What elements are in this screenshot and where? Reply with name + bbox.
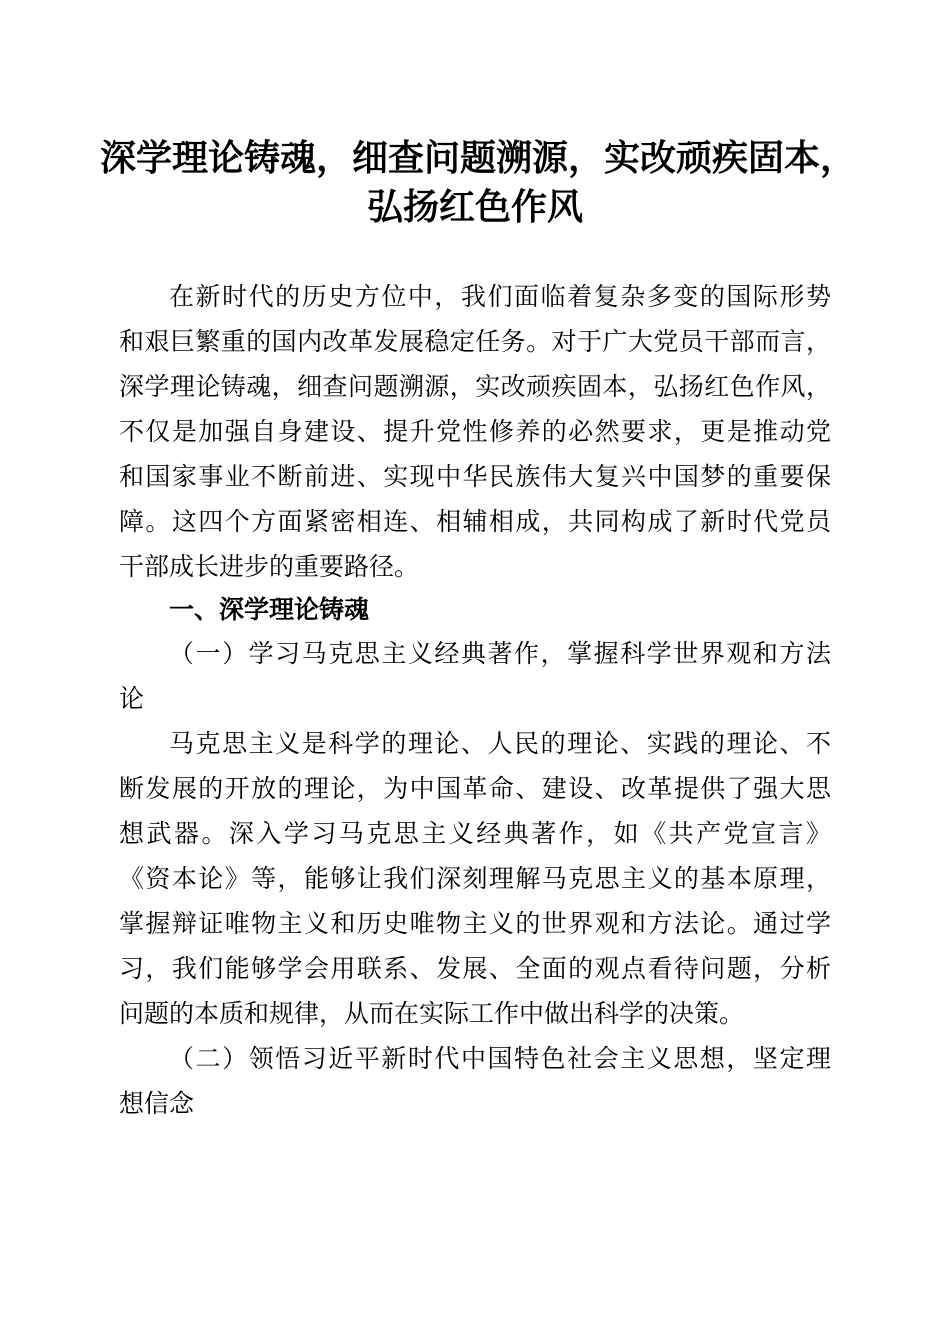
- intro-line-2: 和艰巨繁重的国内改革发展稳定任务。对于广大党员干部而言，: [119, 327, 831, 356]
- intro-line-1: 在新时代的历史方位中，我们面临着复杂多变的国际形势: [169, 282, 831, 311]
- subsection-2-heading-line-2: 想信念: [119, 1089, 195, 1118]
- sub1-body-line-3: 想武器。深入学习马克思主义经典著作，如《共产党宣言》: [119, 819, 831, 848]
- sub1-body-line-4: 《资本论》等，能够让我们深刻理解马克思主义的基本原理，: [119, 864, 831, 893]
- sub1-body-line-5: 掌握辩证唯物主义和历史唯物主义的世界观和方法论。通过学: [119, 909, 831, 938]
- document-title-line-1: 深学理论铸魂，细查问题溯源，实改顽疾固本，: [100, 137, 857, 179]
- intro-line-4: 不仅是加强自身建设、提升党性修养的必然要求，更是推动党: [119, 417, 831, 446]
- subsection-1-heading-line-2: 论: [119, 684, 145, 713]
- intro-line-7: 干部成长进步的重要路径。: [119, 552, 420, 581]
- sub1-body-line-6: 习，我们能够学会用联系、发展、全面的观点看待问题，分析: [119, 954, 831, 983]
- subsection-2-heading-line-1: （二）领悟习近平新时代中国特色社会主义思想，坚定理: [169, 1044, 831, 1073]
- document-title-line-2: 弘扬红色作风: [366, 186, 583, 228]
- sub1-body-line-1: 马克思主义是科学的理论、人民的理论、实践的理论、不: [169, 729, 831, 758]
- intro-line-3: 深学理论铸魂，细查问题溯源，实改顽疾固本，弘扬红色作风，: [119, 372, 831, 401]
- subsection-1-heading-line-1: （一）学习马克思主义经典著作，掌握科学世界观和方法: [169, 639, 831, 668]
- sub1-body-line-2: 断发展的开放的理论，为中国革命、建设、改革提供了强大思: [119, 774, 831, 803]
- sub1-body-line-7: 问题的本质和规律，从而在实际工作中做出科学的决策。: [119, 999, 745, 1028]
- section-1-heading: 一、深学理论铸魂: [169, 595, 370, 624]
- intro-line-6: 障。这四个方面紧密相连、相辅相成，共同构成了新时代党员: [119, 507, 831, 536]
- intro-line-5: 和国家事业不断前进、实现中华民族伟大复兴中国梦的重要保: [119, 462, 831, 491]
